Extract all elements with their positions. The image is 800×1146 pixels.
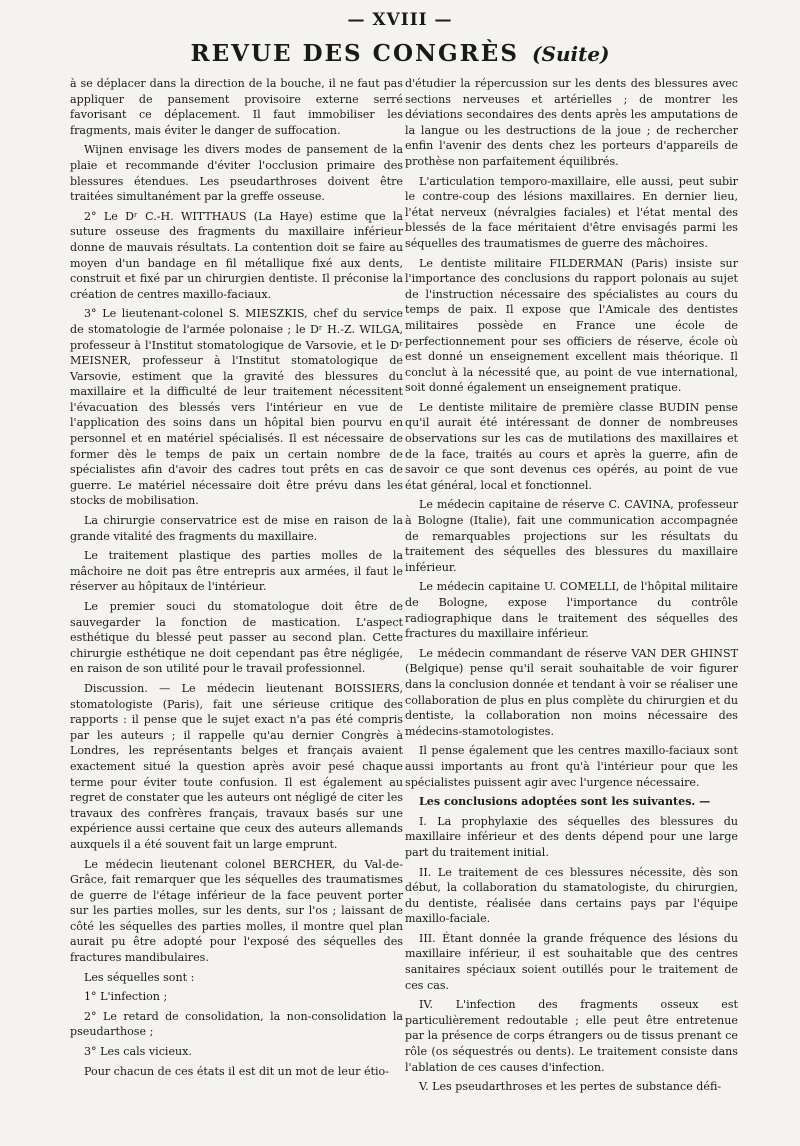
conclusion-item: IV. L'infection des fragments osseux est particulièrement redoutable ; elle peut être entretenue par la présence de corps étrangers ou de tissus prenant ce rôle (os séquestrés ou dents). Le traitement consiste dans l'ablation de ces causes d'infection. [405,998,738,1074]
list-item: 2° Le retard de consolidation, la non-consolidation la pseudarthose ; [70,1009,403,1039]
paragraph: Les séquelles sont : [84,970,195,984]
conclusion-item: III. Étant donnée la grande fréquence des lésions du maxillaire inférieur, il est souhaitable que des centres sanitaires spéciaux soient outillés pour le traitement de ces cas. [405,931,738,992]
paragraph: Il pense également que les centres maxillo-faciaux sont aussi importants au front qu'à l'intérieur pour que les spécialistes puissent agir avec l'urgence nécessaire. [405,744,738,789]
right-column [405,76,738,1099]
list-item: 3° Les cals vicieux. [84,1045,192,1059]
paragraph: Le médecin lieutenant colonel BERCHER, du Val-de-Grâce, fait remarquer que les séquelles des traumatismes de guerre de l'étage inférieur de la face peuvent porter sur les parties molles, sur les dents, sur l'os ; laissant de côté les séquelles des parties molles, il montre quel plan aurait pu être adopté pour l'exposé des séquelles des fractures mandibulaires. [70,857,403,965]
paragraph: Le premier souci du stomatologue doit être de sauvegarder la fonction de mastication. L'aspect esthétique du blessé peut passer au second plan. Cette chirurgie esthétique ne doit cependant pas être négligée, en raison de son utilité pour le travail professionnel. [70,600,403,676]
conclusion-item: V. Les pseudarthroses et les pertes de substance défi- [419,1080,722,1094]
conclusions-heading: Les conclusions adoptées sont les suivantes. — [419,795,711,809]
paragraph: Le médecin capitaine U. COMELLI, de l'hôpital militaire de Bologne, expose l'importance du contrôle radiographique dans le traitement des séquelles des fractures du maxillaire inférieur. [405,580,738,641]
conclusion-item: I. La prophylaxie des séquelles des blessures du maxillaire inférieur et des dents dépend pour une large part du traitement initial. [405,814,738,859]
header-title: REVUE DES CONGRÈS [190,40,519,67]
paragraph: Le dentiste militaire de première classe BUDIN pense qu'il aurait été intéressant de donner de nombreuses observations sur les cas de mutilations des maxillaires et de la face, traités au cours et après la guerre, afin de savoir ce que sont devenus ces opérés, au point de vue état général, local et fonctionnel. [405,400,738,492]
section-header [0,40,800,67]
paragraph: La chirurgie conservatrice est de mise en raison de la grande vitalité des fragments du maxillaire. [70,514,403,543]
page-number: — XVIII — [347,10,453,30]
paragraph: 2° Le Dʳ C.-H. WITTHAUS (La Haye) estime que la suture osseuse des fragments du maxillaire inférieur donne de mauvais résultats. La contention doit se faire au moyen d'un bandage en fil métallique fixé aux dents, construit et fixé par un chirurgien dentiste. Il préconise la création de centres maxillo-faciaux. [70,209,403,301]
paragraph: Le médecin commandant de réserve VAN DER GHINST (Belgique) pense qu'il serait souhaitable de voir figurer dans la conclusion donnée et tendant à voir se réaliser une collaboration de plus en plus complète du chirurgien et du dentiste, la collaboration non moins nécessaire des médecins-stamotologistes. [405,646,738,738]
paragraph: Le dentiste militaire FILDERMAN (Paris) insiste sur l'importance des conclusions du rapport polonais au sujet de l'instruction nécessaire des spécialistes au cours du temps de paix. Il expose que l'Amicale des dentistes militaires possède en France une école de perfectionnement pour ses officiers de réserve, école où est donné un enseignement excellent mais théorique. Il conclut à la nécessité que, au point de vue international, soit donné également un enseignement pratique. [405,256,738,395]
paragraph: Le traitement plastique des parties molles de la mâchoire ne doit pas être entrepris aux armées, il faut le réserver au hôpitaux de l'intérieur. [70,549,403,594]
header-suite: (Suite) [532,42,610,66]
paragraph: 3° Le lieutenant-colonel S. MIESZKIS, chef du service de stomatologie de l'armée polonaise ; le Dʳ H.-Z. WILGA, professeur à l'Institut stomatologique de Varsovie, et le Dʳ MEISNER, professeur à l'Institut stomatologique de Varsovie, estiment que la gravité des blessures du maxillaire et la difficulté de leur traitement nécessitent l'évacuation des blessés vers l'intérieur en vue de l'application des soins dans un hôpital bien pourvu en personnel et en matériel spécialisés. Il est nécessaire de former dès le temps de paix un certain nombre de spécialistes afin d'avoir des cadres tout prêts en cas de guerre. Le matériel nécessaire doit être prévu dans les stocks de mobilisation. [70,307,403,508]
paragraph: Pour chacun de ces états il est dit un mot de leur étio- [84,1064,389,1078]
paragraph: Wijnen envisage les divers modes de pansement de la plaie et recommande d'éviter l'occlusion primaire des blessures étendues. Les pseudarthroses doivent être traitées simultanément par la greffe osseuse. [70,143,403,204]
paragraph: d'étudier la répercussion sur les dents des blessures avec sections nerveuses et artérielles ; de montrer les déviations secondaires des dents après les amputations de la langue ou les destructions de la joue ; de rechercher enfin l'avenir des dents chez les porteurs d'appareils de prothèse non parfaitement équilibrés. [405,77,738,168]
paragraph: à se déplacer dans la direction de la bouche, il ne faut pas appliquer de pansement provisoire externe serré favorisant ce déplacement. Il faut immobiliser les fragments, mais éviter le danger de suffocation. [70,77,403,137]
left-column [70,76,403,1083]
list-item: 1° L'infection ; [84,990,168,1004]
discussion-paragraph: Discussion. — Le médecin lieutenant BOISSIERS, stomatologiste (Paris), fait une sérieuse critique des rapports : il pense que le sujet exact n'a pas été compris par les auteurs ; il rappelle qu'au dernier Congrès à Londres, les représentants belges et français avaient exactement situé la question après avoir pesé chaque terme pour éviter toute confusion. Il est également au regret de constater que les auteurs ont négligé de citer les travaux des confrères français, travaux basés sur une expérience aussi certaine que ceux des auteurs allemands auxquels il a été souvent fait un large emprunt. [70,681,403,851]
paragraph: Le médecin capitaine de réserve C. CAVINA, professeur à Bologne (Italie), fait une communication accompagnée de remarquables projections sur les résultats du traitement des séquelles des blessures du maxillaire inférieur. [405,498,738,574]
paragraph: L'articulation temporo-maxillaire, elle aussi, peut subir le contre-coup des lésions maxillaires. En dernier lieu, l'état nerveux (névralgies faciales) et l'état mental des blessés de la face méritaient d'être envisagés parmi les séquelles des traumatismes de guerre des mâchoires. [405,174,738,250]
conclusion-item: II. Le traitement de ces blessures nécessite, dès son début, la collaboration du stamatologiste, du chirurgien, du dentiste, réalisée dans certains pays par l'équipe maxillo-faciale. [405,865,738,926]
